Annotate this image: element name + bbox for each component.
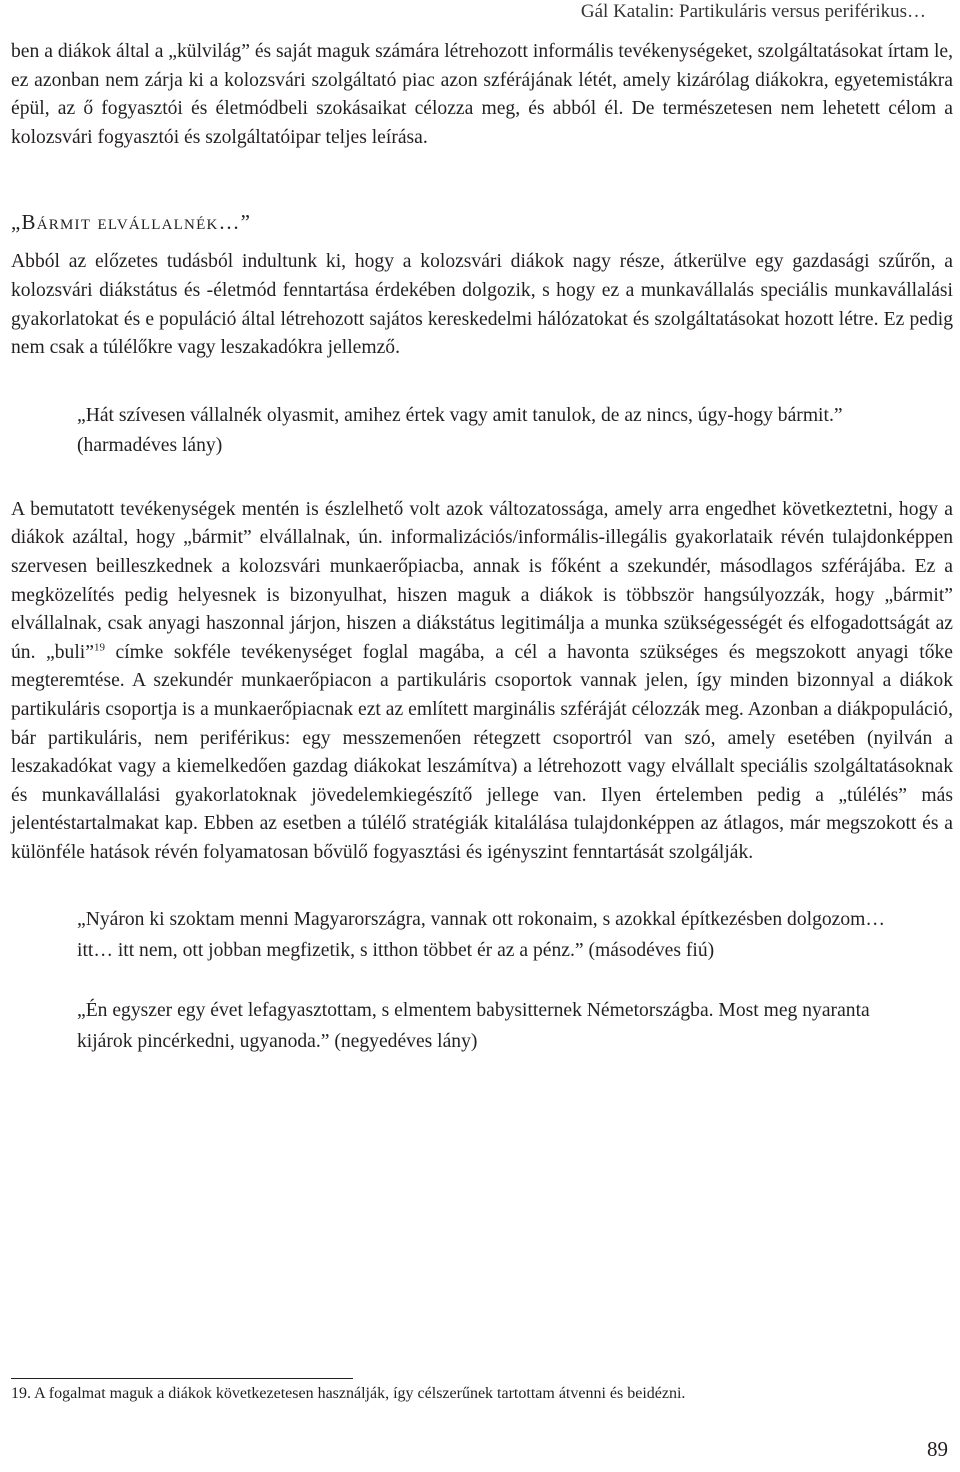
interview-quote-2 (77, 905, 917, 966)
paragraph-1: Abból az előzetes tudásból indultunk ki, hogy a kolozsvári diákok nagy része, átkerülve egy gazdasági szűrőn, a kolozsvári diákstátus és -életmód fenntartása érdekében dolgozik, s hogy ez a munkavállalás speciális munkavállalási gyakorlatokat és e populáció által létrehozott sajátos kereskedelmi hálózatokat és szolgáltatásokat hozott létre. Ez pedig nem csak a túlélőkre vagy leszakadókra jellemző. (11, 251, 953, 359)
page-body (11, 38, 953, 1402)
section-title: „Bármit elvállalnék…” (11, 210, 252, 235)
quote-3-text: „Én egyszer egy évet lefagyasztottam, s elmentem babysitternek Németországba. Most meg nyaranta kijárok pincérkedni, ugyanoda.” (negyedéves lány) (77, 1000, 870, 1052)
footnote-19: 19. A fogalmat maguk a diákok következetesen használják, így célszerűnek tartottam átvenni és beidézni. (11, 1385, 686, 1402)
page-number: 89 (927, 1437, 948, 1461)
paragraph-2-part-1: A bemutatott tevékenységek mentén is észlelhető volt azok változatossága, amely arra engedhet következtetni, hogy a diákok azáltal, hogy „bármit” elvállalnak, ún. informalizációs/informális-illegális gyakorlataik révén tulajdonképpen szervesen beilleszkednek a kolozsvári munkaerőpiacba, annak is főként a szekundér, másodlagos szférájába. Ez a megközelítés pedig helyesnek is bizonyulhat, hiszen maguk a diákok is többször hangsúlyozzák, hogy „bármit” elvállalnak, csak anyagi haszonnal járjon, hiszen a diákstátus legitimálja a munka szükségességét és elfogadottságát az ún. „buli” (11, 498, 953, 663)
interview-quote-3 (77, 996, 917, 1057)
quote-1-text: „Hát szívesen vállalnék olyasmit, amihez értek vagy amit tanulok, de az nincs, úgy-hogy bármit.” (harmadéves lány) (77, 404, 843, 457)
quote-2-text: „Nyáron ki szoktam menni Magyarországra, vannak ott rokonaim, s azokkal építkezésben dolgozom… itt… itt nem, ott jobban megfizetik, s itthon többet ér az a pénz.” (másodéves fiú) (77, 909, 885, 961)
footnote-ref-19[interactable]: 19 (93, 641, 105, 654)
intro-paragraph: ben a diákok által a „külvilág” és saját maguk számára létrehozott informális tevékenységeket, szolgáltatásokat írtam le, ez azonban nem zárja ki a kolozsvári szolgáltató piac azon szférájának létét, amely kizárólag diákokra, egyetemistákra épül, az ő fogyasztói és életmódbeli szokásaikat célozza meg, és abból él. De természetesen nem lehetett célom a kolozsvári fogyasztói és szolgáltatóipar teljes leírása. (11, 41, 953, 148)
footnote-divider (11, 1378, 353, 1379)
paragraph-2 (11, 496, 953, 868)
paragraph-2-part-2: címke sokféle tevékenységet foglal magába, a cél a havonta szükséges és megszokott anyagi tőke megteremtése. A szekundér munkaerőpiacon a partikuláris csoportok vannak jelen, így minden bizonnyal a diákok partikuláris csoportja is a munkaerőpiacnak ezt az említett marginális szféráját célozzák meg. Azonban a diákpopuláció, bár partikuláris, nem periférikus: egy messzemenően rétegzett csoportról van szó, amely esetében (nyilván a leszakadókat vagy a kiemelkedően gazdag diákokat leszámítva) a létrehozott vagy elvállalt speciális szolgáltatásoknak és munkavállalási gyakorlatoknak jövedelemkiegészítő jellege van. Ilyen értelemben pedig a „túlélés” más jelentéstartalmakat kap. Ebben az esetben a túlélő stratégiák kitalálása tulajdonképpen az átlagos, már megszokott és a különféle hatások révén folyamatosan bővülő fogyasztási és igényszint fenntartását szolgálják. (11, 641, 953, 863)
interview-quote-1 (77, 401, 917, 462)
running-head: Gál Katalin: Partikuláris versus periférikus… (580, 1, 926, 22)
